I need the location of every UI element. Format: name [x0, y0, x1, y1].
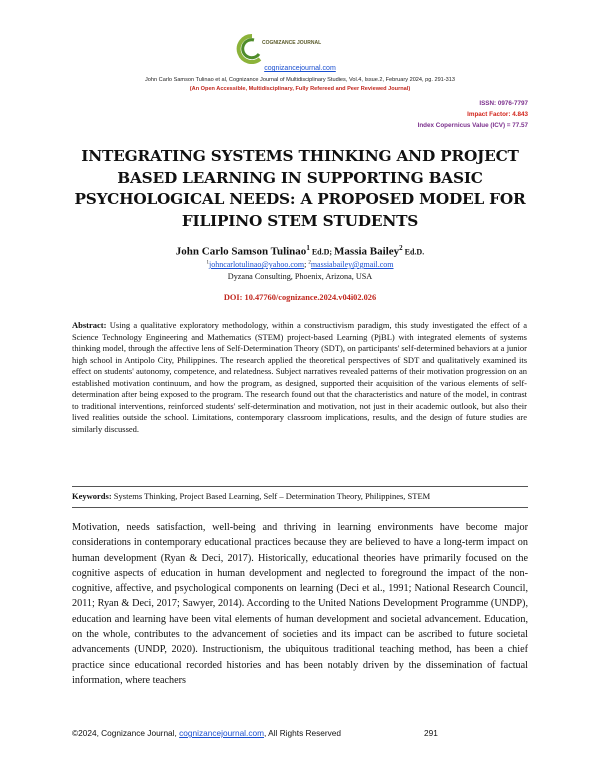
- abstract-text: Using a qualitative exploratory methodology, within a constructivism paradigm, this study investigated the effect of a Science Technology Engineering and Mathematics (STEM) project-based Learning (PjBL) with integrated elements of systems thinking model, through the affective lens of Self-Determination Theory (SDT), on participants' self-determined behaviors at a junior high school in Antipolo City, Philippines. The research applied the theoretical perspectives of SDT and qualitatively examined its effect on students' autonomy, competence, and relatedness. Subject narratives revealed patterns of their motivation progression on an established motivation continuum, and how the program, as designed, supported their acquisition of the various elements of self-determination after being exposed to the program. The research found out that the characteristics and nature of the model, in contrast to traditional interventions, reinforced students' self-determination and motivation, not just in their academic outlook, but also their lived realities outside the school. Limitations, contemporary classroom implications, results, and the design of future studies are similarly discussed.: [72, 320, 527, 434]
- keywords-top-rule: [72, 486, 528, 487]
- body-paragraph: Motivation, needs satisfaction, well-being and thriving in learning environments have become major considerations in contemporary educational practices because they are believed to have a long-term impact on human development (Ryan & Deci, 2017). Historically, educational theories have primarily focused on the cognitive aspects of education in human development and neglected to foreground the impact of the non-cognitive, affective, and psychological components on learning (Deci et al., 1991; National Research Council, 2011; Ryan & Deci, 2017; Sawyer, 2014). According to the United Nations Development Programme (UNDP), education and learning have been vital elements of human development and societal advancement. Education, on the whole, contributes to the advancement of societies and its impact can be ascribed to future societal advancements (UNDP, 2020). Instructionism, the ubiquitous traditional teaching method, has been a chief practice since educational recorded histories and has been notably driven by the dissemination of factual information, where teachers: [72, 522, 528, 686]
- footer-prefix: ©2024, Cognizance Journal,: [72, 728, 180, 738]
- email-separator: ;: [304, 260, 309, 269]
- author-1: John Carlo Samson Tulinao: [175, 245, 307, 258]
- abstract-label: Abstract:: [72, 320, 107, 330]
- email-1-sup: 1: [206, 260, 209, 266]
- page-number: 291: [424, 728, 438, 738]
- logo-text: COGNIZANCE JOURNAL: [262, 40, 322, 46]
- journal-site-link[interactable]: cognizancejournal.com: [264, 65, 336, 72]
- author-2: Massia Bailey: [334, 245, 400, 258]
- issn: ISSN: 0976-7797: [479, 100, 528, 107]
- journal-access-note: (An Open Accessible, Multidisciplinary, Fully Refereed and Peer Reviewed Journal): [189, 86, 411, 92]
- author-1-sup: 1: [306, 244, 310, 252]
- footer-site-link[interactable]: cognizancejournal.com: [179, 728, 265, 738]
- author-2-degree: Ed.D.: [402, 247, 425, 257]
- email-2-link[interactable]: massiabailey@gmail.com: [310, 260, 394, 269]
- index-copernicus: Index Copernicus Value (ICV) = 77.57: [417, 122, 528, 129]
- doi: DOI: 10.47760/cognizance.2024.v04i02.026: [223, 293, 377, 302]
- footer-suffix: , All Rights Reserved: [264, 728, 342, 738]
- email-line: [0, 260, 600, 269]
- author-1-degree: Ed.D;: [309, 247, 335, 257]
- keywords: [72, 491, 532, 501]
- email-1-link[interactable]: johncarlotulinao@yahoo.com: [208, 260, 305, 269]
- email-2-sup: 2: [308, 260, 311, 266]
- author-line: [0, 244, 600, 258]
- impact-factor: Impact Factor: 4.843: [467, 111, 528, 118]
- paper-title: INTEGRATING SYSTEMS THINKING AND PROJECT BASED LEARNING IN SUPPORTING BASIC PSYCHOLOGICAL NEEDS: A PROPOSED MODEL FOR FILIPINO STEM STUDENTS: [74, 147, 526, 230]
- citation-line: John Carlo Samson Tulinao et al, Cognizance Journal of Multidisciplinary Studies, Vol.4, Issue.2, February 2024, pg. 291-313: [144, 77, 455, 83]
- author-2-sup: 2: [399, 244, 403, 252]
- keywords-bottom-rule: [72, 507, 528, 508]
- abstract: [72, 320, 527, 435]
- footer-copyright: [72, 728, 341, 738]
- keywords-label: Keywords:: [72, 491, 112, 501]
- affiliation: Dyzana Consulting, Phoenix, Arizona, USA: [227, 272, 373, 281]
- keywords-text: Systems Thinking, Project Based Learning, Self – Determination Theory, Philippines, STEM: [111, 491, 431, 501]
- journal-logo: [232, 32, 294, 64]
